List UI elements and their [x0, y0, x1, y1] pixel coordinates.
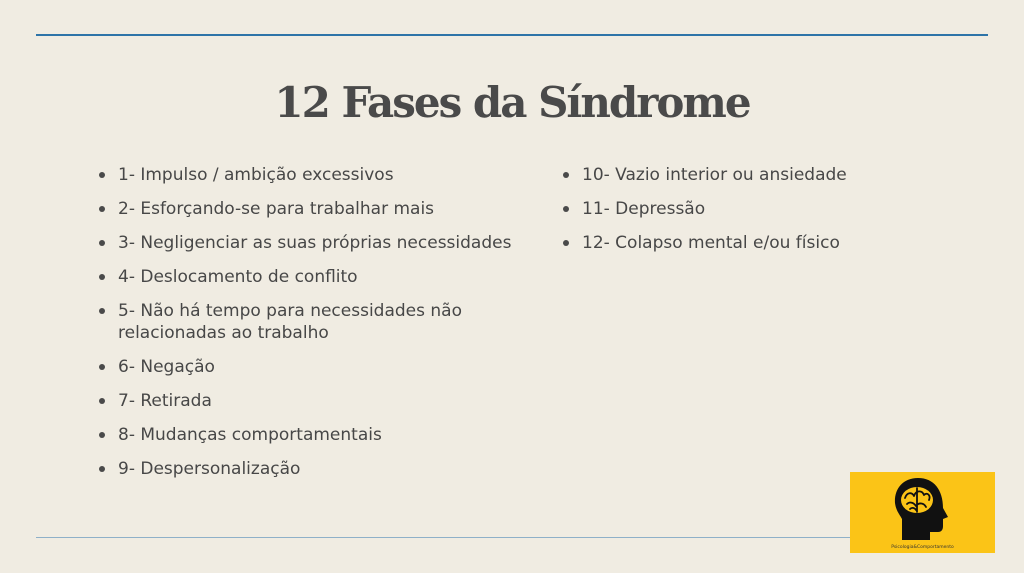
- list-item: 9- Despersonalização: [98, 458, 518, 480]
- list-item: 3- Negligenciar as suas próprias necessidades: [98, 232, 518, 254]
- list-item: 8- Mudanças comportamentais: [98, 424, 518, 446]
- list-item: 1- Impulso / ambição excessivos: [98, 164, 518, 186]
- logo-badge: [850, 472, 995, 553]
- logo-caption: Psicologia&Comportamento: [891, 545, 954, 550]
- list-item: 2- Esforçando-se para trabalhar mais: [98, 198, 518, 220]
- bottom-divider: [36, 537, 850, 538]
- bullet-list-right: [562, 164, 982, 266]
- list-item: 6- Negação: [98, 356, 518, 378]
- list-item: 10- Vazio interior ou ansiedade: [562, 164, 982, 186]
- list-item: 5- Não há tempo para necessidades não relacionadas ao trabalho: [98, 300, 518, 344]
- list-item: 7- Retirada: [98, 390, 518, 412]
- list-item: 12- Colapso mental e/ou físico: [562, 232, 982, 254]
- list-item: 4- Deslocamento de conflito: [98, 266, 518, 288]
- list-item: 11- Depressão: [562, 198, 982, 220]
- head-brain-icon: [892, 476, 954, 542]
- top-divider: [36, 34, 988, 36]
- bullet-list-left: [98, 164, 518, 492]
- slide-title: 12 Fases da Síndrome: [274, 78, 750, 127]
